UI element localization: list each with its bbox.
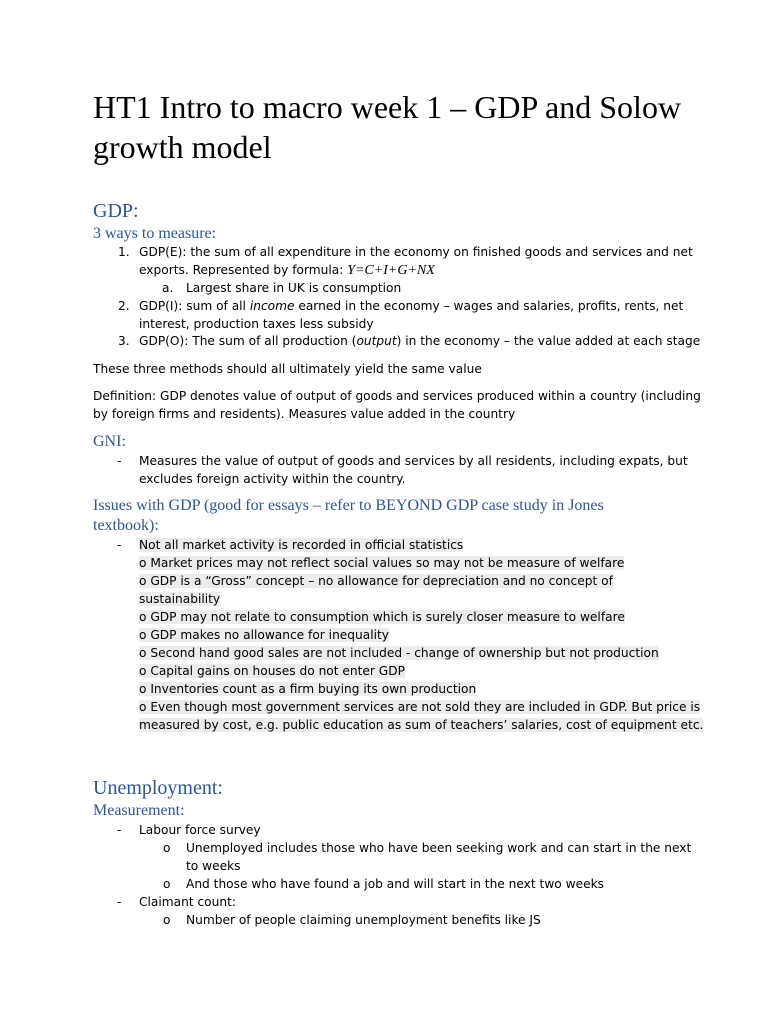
sub-list-marker: a.: [162, 281, 174, 295]
list-number: 1.: [118, 245, 130, 259]
cc-label: Claimant count:: [139, 895, 236, 909]
issue-line: sustainability: [139, 592, 221, 606]
bullet-dash: -: [117, 454, 122, 468]
lfs-sub2: And those who have found a job and will start in the next two weeks: [186, 877, 604, 891]
issue-line: o GDP may not relate to consumption which is surely closer measure to welfare: [139, 610, 625, 624]
gdp-i-text-pre: GDP(I): sum of all: [139, 299, 250, 313]
gdp-e-sub: Largest share in UK is consumption: [186, 281, 402, 295]
gdp-heading: GDP:: [93, 200, 139, 222]
sub-bullet: o: [163, 877, 171, 891]
gdp-e-line1: GDP(E): the sum of all expenditure in the economy on finished goods and services and net: [139, 245, 693, 259]
gdp-definition-line2: by foreign firms and residents). Measures value added in the country: [93, 407, 516, 421]
gdp-i-text-post: earned in the economy – wages and salaries, profits, rents, net: [294, 299, 684, 313]
gni-heading: GNI:: [93, 433, 126, 450]
gni-line2: excludes foreign activity within the country.: [139, 472, 406, 486]
gdp-note: These three methods should all ultimately yield the same value: [93, 362, 482, 376]
issues-heading: Issues with GDP (good for essays – refer to BEYOND GDP case study in Jones textbook):: [93, 497, 604, 534]
gdp-subheading: 3 ways to measure:: [93, 225, 217, 242]
gdp-e-line2: [139, 261, 435, 280]
issue-line: o GDP is a “Gross” concept – no allowance for depreciation and no concept of: [139, 574, 613, 588]
gni-line1: Measures the value of output of goods and services by all residents, including expats, but: [139, 454, 688, 468]
issue-line: o Second hand good sales are not included - change of ownership but not production: [139, 646, 659, 660]
gdp-i-text-em: income: [249, 299, 295, 313]
bullet-dash: -: [117, 823, 122, 837]
lfs-label: Labour force survey: [139, 823, 261, 837]
page-title: HT1 Intro to macro week 1 – GDP and Solow growth model: [93, 89, 682, 165]
sub-bullet: o: [163, 913, 171, 927]
bullet-dash: -: [117, 538, 122, 552]
gdp-i-line1: [139, 297, 683, 315]
measurement-subheading: Measurement:: [93, 802, 185, 819]
lfs-sub1-line1: Unemployed includes those who have been seeking work and can start in the next: [186, 841, 692, 855]
cc-sub1: Number of people claiming unemployment benefits like JS: [186, 913, 541, 927]
issue-line: measured by cost, e.g. public education as sum of teachers’ salaries, cost of equipment etc.: [139, 718, 704, 732]
lfs-sub1-line2: to weeks: [186, 859, 241, 873]
gdp-e-line2-text: exports. Represented by formula:: [139, 263, 348, 277]
gdp-formula: Y=C+I+G+NX: [347, 263, 435, 278]
issue-line: Not all market activity is recorded in official statistics: [139, 538, 464, 552]
gdp-o-text-pre: GDP(O): The sum of all production (: [139, 334, 357, 348]
bullet-dash: -: [117, 895, 122, 909]
gdp-o-line1: [139, 332, 700, 350]
list-number: 2.: [118, 299, 130, 313]
gdp-o-text-post: ) in the economy – the value added at each stage: [396, 334, 701, 348]
sub-bullet: o: [163, 841, 171, 855]
gdp-i-line2: interest, production taxes less subsidy: [139, 317, 374, 331]
unemployment-heading: Unemployment:: [93, 777, 223, 799]
gdp-o-text-em: output: [356, 334, 397, 348]
gdp-definition-line1: Definition: GDP denotes value of output of goods and services produced within a country (including: [93, 389, 701, 403]
issue-line: o Even though most government services are not sold they are included in GDP. But price is: [139, 700, 701, 714]
issue-line: o Capital gains on houses do not enter GDP: [139, 664, 405, 678]
issue-line: o GDP makes no allowance for inequality: [139, 628, 389, 642]
list-number: 3.: [118, 334, 130, 348]
issue-line: o Inventories count as a firm buying its own production: [139, 682, 477, 696]
issue-line: o Market prices may not reflect social values so may not be measure of welfare: [139, 556, 625, 570]
